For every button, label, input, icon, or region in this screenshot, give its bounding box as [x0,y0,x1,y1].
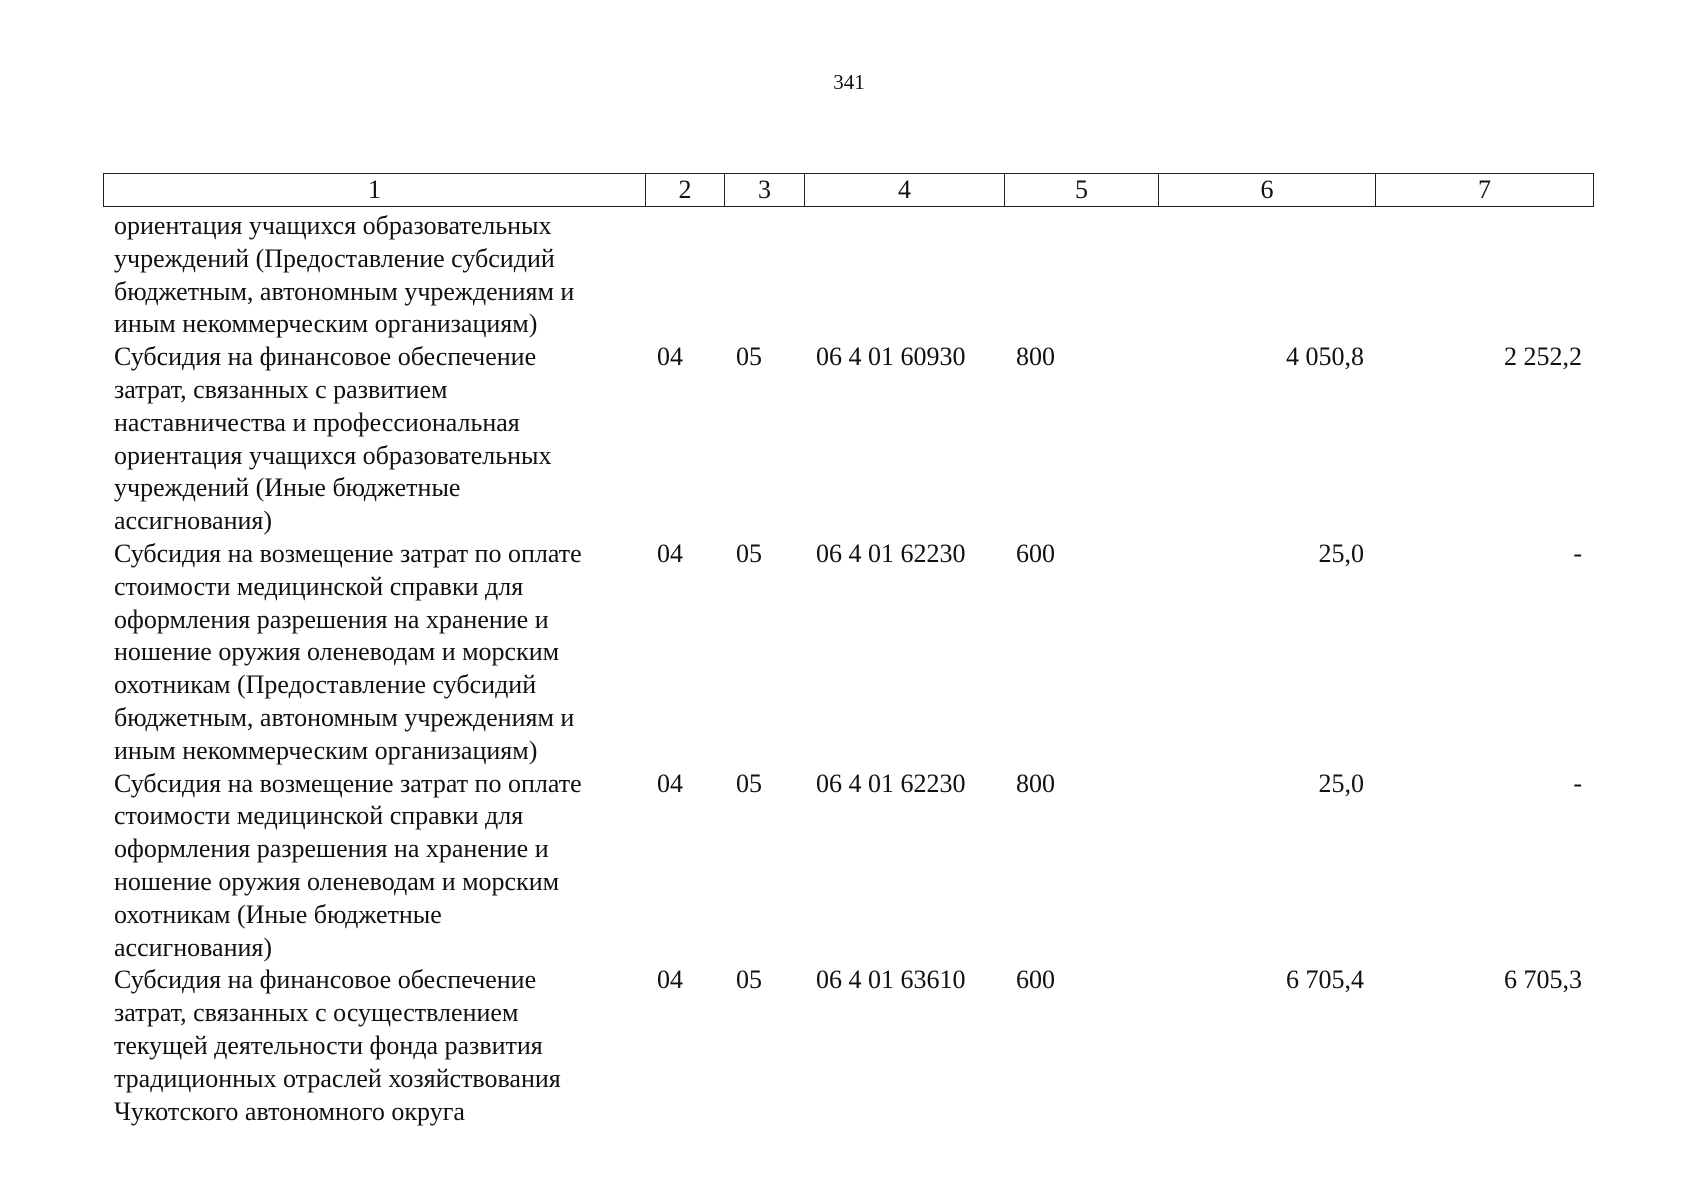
row-section: 04 [657,342,683,372]
row-name: Субсидия на возмещение затрат по оплате стоимости медицинской справки для оформления разрешения на хранение и ношение оружия оленеводам и морским охотникам (Предоставление субсидий бюджетным, автономным учреждениям и иным некоммерческим организациям) [114,538,582,765]
table-row [103,768,1593,965]
row-expense-type: 800 [1016,342,1055,372]
table-body [103,210,1593,1128]
row-subsection: 05 [736,768,762,798]
header-col-3: 3 [725,174,805,207]
row-target-code: 06 4 01 62230 [816,768,966,798]
row-amount-2: 6 705,3 [1504,965,1582,995]
table-row [103,341,1593,538]
header-col-5: 5 [1005,174,1159,207]
row-amount-2 [1375,210,1593,341]
table-row [103,210,1593,341]
header-col-1: 1 [104,174,646,207]
row-name: ориентация учащихся образовательных учреждений (Предоставление субсидий бюджетным, автономным учреждениям и иным некоммерческим организациям) [114,211,575,339]
row-amount-2: - [1573,768,1582,798]
header-col-4: 4 [805,174,1005,207]
header-col-2: 2 [646,174,725,207]
row-amount-2: 2 252,2 [1504,342,1582,372]
row-expense-type: 800 [1016,768,1055,798]
row-amount-1: 25,0 [1318,768,1364,798]
row-target-code [804,210,1004,341]
row-amount-1: 4 050,8 [1286,342,1364,372]
row-amount-1: 25,0 [1318,538,1364,568]
row-name: Субсидия на финансовое обеспечение затрат, связанных с осуществлением текущей деятельности фонда развития традиционных отраслей хозяйствования Чукотского автономного округа [114,965,561,1126]
page-number: 341 [833,70,865,94]
table-row [103,964,1593,1128]
header-col-7: 7 [1376,174,1594,207]
header-col-6: 6 [1159,174,1376,207]
row-amount-1: 6 705,4 [1286,965,1364,995]
row-name: Субсидия на возмещение затрат по оплате стоимости медицинской справки для оформления разрешения на хранение и ношение оружия оленеводам и морским охотникам (Иные бюджетные ассигнования) [114,768,582,962]
row-section [645,210,724,341]
table-header [103,173,1594,207]
row-expense-type: 600 [1016,538,1055,568]
row-section: 04 [657,538,683,568]
header-row [104,174,1594,207]
row-subsection: 05 [736,538,762,568]
row-subsection: 05 [736,965,762,995]
row-expense-type: 600 [1016,965,1055,995]
row-name: Субсидия на финансовое обеспечение затрат, связанных с развитием наставничества и профессиональная ориентация учащихся образовательных учреждений (Иные бюджетные ассигнования) [114,342,552,536]
row-target-code: 06 4 01 62230 [816,538,966,568]
row-subsection [724,210,804,341]
row-amount-2: - [1573,538,1582,568]
row-target-code: 06 4 01 63610 [816,965,966,995]
row-section: 04 [657,965,683,995]
row-expense-type [1004,210,1158,341]
row-amount-1 [1158,210,1375,341]
row-section: 04 [657,768,683,798]
row-target-code: 06 4 01 60930 [816,342,966,372]
row-subsection: 05 [736,342,762,372]
table-row [103,538,1593,768]
